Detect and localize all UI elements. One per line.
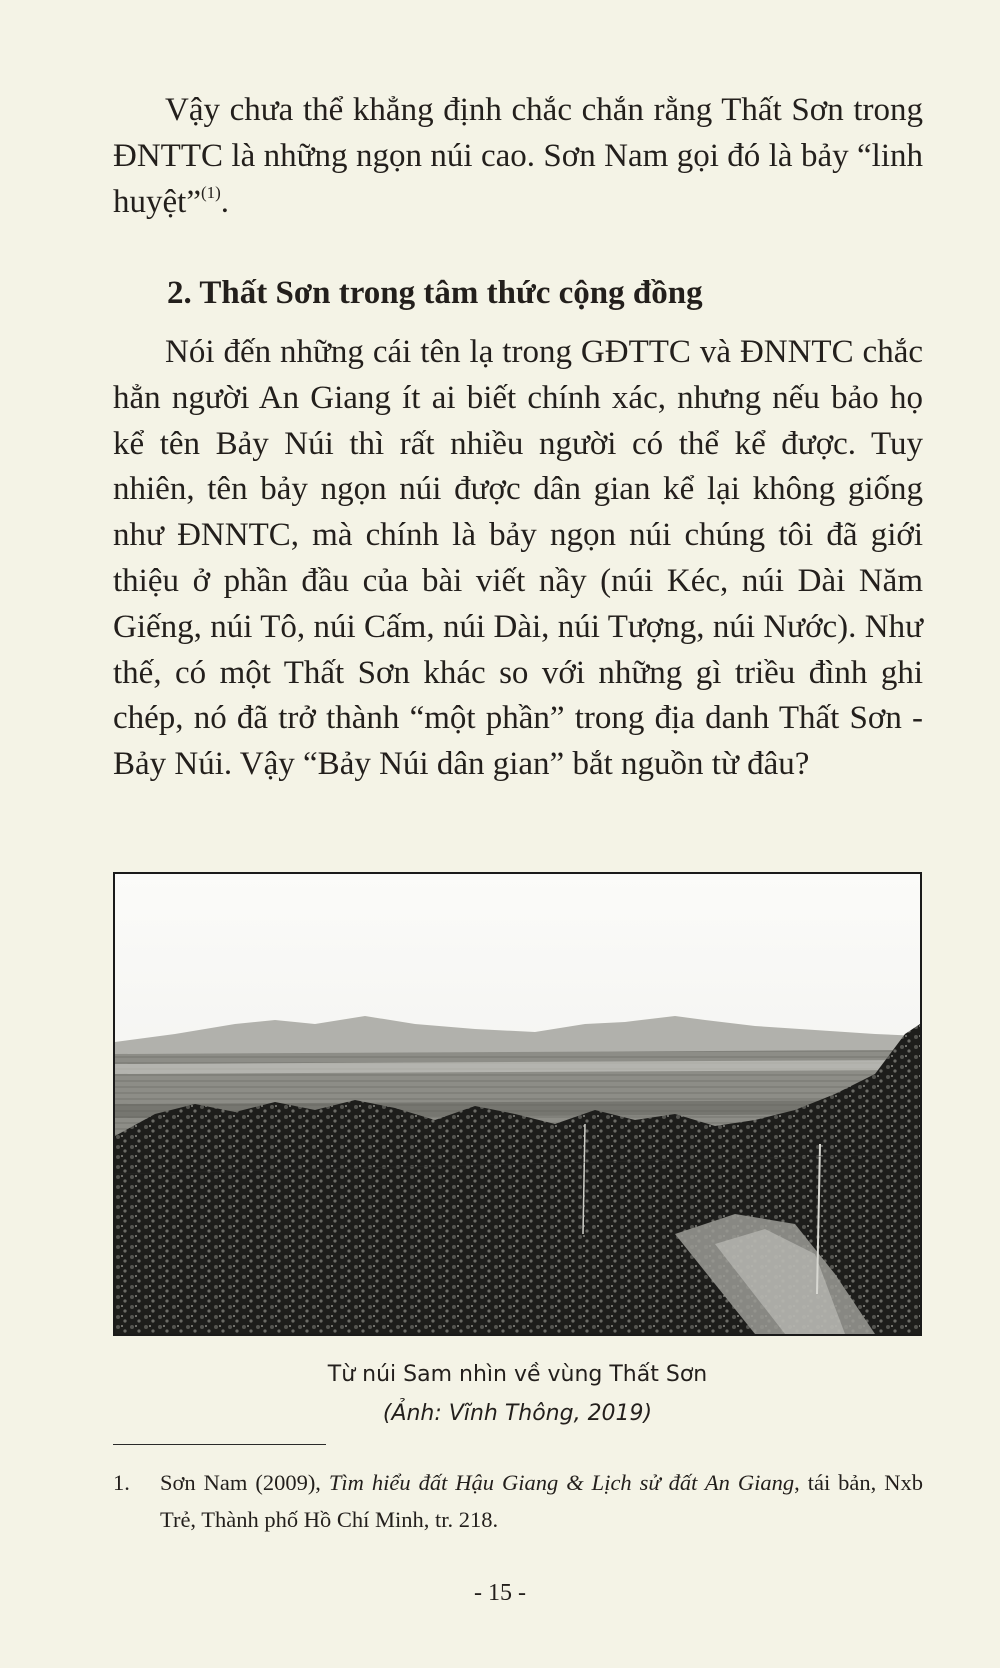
footnote-divider — [113, 1444, 326, 1445]
footnote-publisher: , tái bản, Nxb Trẻ, Thành phố Hồ Chí Minh, tr. 218. — [160, 1470, 923, 1532]
paragraph-1 — [113, 88, 923, 225]
figure-caption: Từ núi Sam nhìn về vùng Thất Sơn — [327, 1362, 708, 1387]
paragraph-1-end: . — [220, 183, 230, 220]
landscape-photo-image — [115, 874, 920, 1334]
footnote-marker: (1) — [200, 182, 221, 202]
footnote-number: 1. — [113, 1470, 130, 1495]
footnote-author: Sơn Nam (2009), — [160, 1470, 329, 1495]
landscape-photo — [113, 872, 922, 1336]
page-number: - 15 - — [474, 1580, 526, 1606]
footnote-book-title: Tìm hiểu đất Hậu Giang & Lịch sử đất An Giang — [328, 1470, 795, 1495]
figure-credit: (Ảnh: Vĩnh Thông, 2019) — [382, 1401, 653, 1426]
paragraph-1-text: Vậy chưa thể khẳng định chắc chắn rằng Thất Sơn trong ĐNTTC là những ngọn núi cao. Sơn Nam gọi đó là bảy “linh huyệt” — [113, 92, 923, 220]
footnote-text — [160, 1464, 923, 1538]
paragraph-2: Nói đến những cái tên lạ trong GĐTTC và ĐNNTC chắc hẳn người An Giang ít ai biết chính xác, nhưng nếu bảo họ kể tên Bảy Núi thì rất nhiều người có thể kể được. Tuy nhiên, tên bảy ngọn núi được dân gian kể lại không giống như ĐNNTC, mà chính là bảy ngọn núi chúng tôi đã giới thiệu ở phần đầu của bài viết nầy (núi Kéc, núi Dài Năm Giếng, núi Tô, núi Cấm, núi Dài, núi Tượng, núi Nước). Như thế, có một Thất Sơn khác so với những gì triều đình ghi chép, nó đã trở thành “một phần” trong địa danh Thất Sơn - Bảy Núi. Vậy “Bảy Núi dân gian” bắt nguồn từ đâu? — [113, 334, 923, 783]
section-heading: 2. Thất Sơn trong tâm thức cộng đồng — [167, 275, 703, 311]
